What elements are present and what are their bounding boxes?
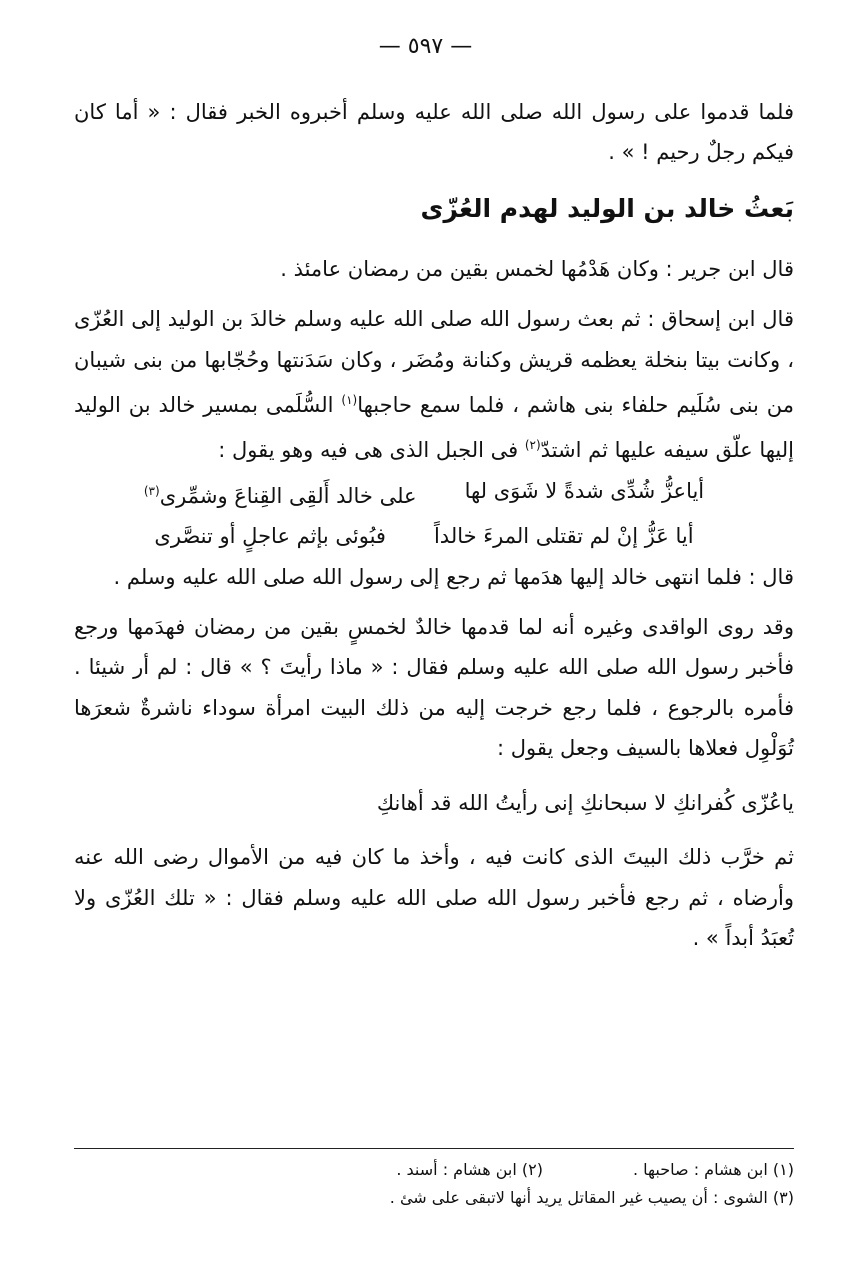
poem-verse-2 [74,516,794,556]
footnote-2: (٢) ابن هشام : أسند . [396,1160,543,1179]
paragraph-3 [74,299,794,471]
poem-verse-1-hemistich-b-wrap [144,471,417,516]
main-text [74,92,794,958]
poem-verse-2-hemistich-b: فبُوئى بإثم عاجلٍ أو تنصَّرى [154,524,386,549]
footnote-ref-3: (٣) [143,483,160,498]
poem-verse-3: ياعُزّى كُفرانكِ لا سبحانكِ إنى رأيتُ الله قد أهانكِ [376,790,794,815]
paragraph-1: فلما قدموا على رسول الله صلى الله عليه وسلم أخبروه الخبر فقال : « أما كان فيكم رجلٌ رحيم ! » . [74,100,794,165]
footnote-divider [74,1148,794,1149]
section-title: بَعثُ خالد بن الوليد لهدم العُزّى [420,193,794,223]
footnote-1: (١) ابن هشام : صاحبها . [633,1160,794,1179]
poem-verse-1 [74,471,794,516]
poem-verse-1-hemistich-b: على خالد أَلقِى القِناعَ وشمِّرى [159,483,417,508]
footnotes [74,1156,794,1212]
paragraph-3-text-b: السُّلَمى بمسير خالد بن الوليد إليها علّق سيفه عليها ثم اشتدّ [74,393,794,463]
paragraph-5: وقد روى الواقدى وغيره أنه لما قدمها خالدٌ لخمسٍ بقين من رمضان فهدَمها ورجع فأخبر رسول الله صلى الله عليه وسلم فقال : « ماذا رأيتَ ؟ » قال : لم أر شيئا . فأمره بالرجوع ، فلما رجع خرجت إليه من ذلك البيت امرأة سوداء ناشرةٌ شعرَها تُوَلْوِل فعلاها بالسيف وجعل يقول : [74,615,794,761]
paragraph-2: قال ابن جرير : وكان هَدْمُها لخمس بقين من رمضان عامئذ . [280,256,794,281]
poem-verse-1-hemistich-a: أياعزُّ شُدِّى شدةً لا شَوَى لها [464,478,705,503]
footnote-ref-1: (١) [341,393,358,408]
paragraph-4: قال : فلما انتهى خالد إليها هدَمها ثم رجع إلى رسول الله صلى الله عليه وسلم . [113,564,794,589]
paragraph-3-text-c: فى الجبل الذى هى فيه وهو يقول : [218,438,525,463]
paragraph-6: ثم خرَّب ذلك البيتَ الذى كانت فيه ، وأخذ ما كان فيه من الأموال رضى الله عنه وأرضاه ، ثم رجع فأخبر رسول الله صلى الله عليه وسلم فقال : « تلك العُزّى ولا تُعبَدُ أبداً » . [74,845,794,950]
page-number: — ٥٩٧ — [378,34,473,59]
footnote-3: (٣) الشوى : أن يصيب غير المقاتل يريد أنها لاتبقى على شئ . [389,1188,794,1207]
footnote-ref-2: (٢) [524,438,541,453]
paragraph-3-text-a: قال ابن إسحاق : ثم بعث رسول الله صلى الله عليه وسلم خالدَ بن الوليد إلى العُزّى ، وكانت بيتا بنخلة يعظمه قريش وكنانة ومُضَر ، وكان سَدَنتها وحُجّابها من بنى شيبان من بنى سُلَيم حلفاء بنى هاشم ، فلما سمع حاجبها [74,307,794,418]
poem-verse-2-hemistich-a: أيا عَزُّ إنْ لم تقتلى المرءَ خالداً [433,524,694,549]
footnote-row-1 [74,1156,794,1184]
